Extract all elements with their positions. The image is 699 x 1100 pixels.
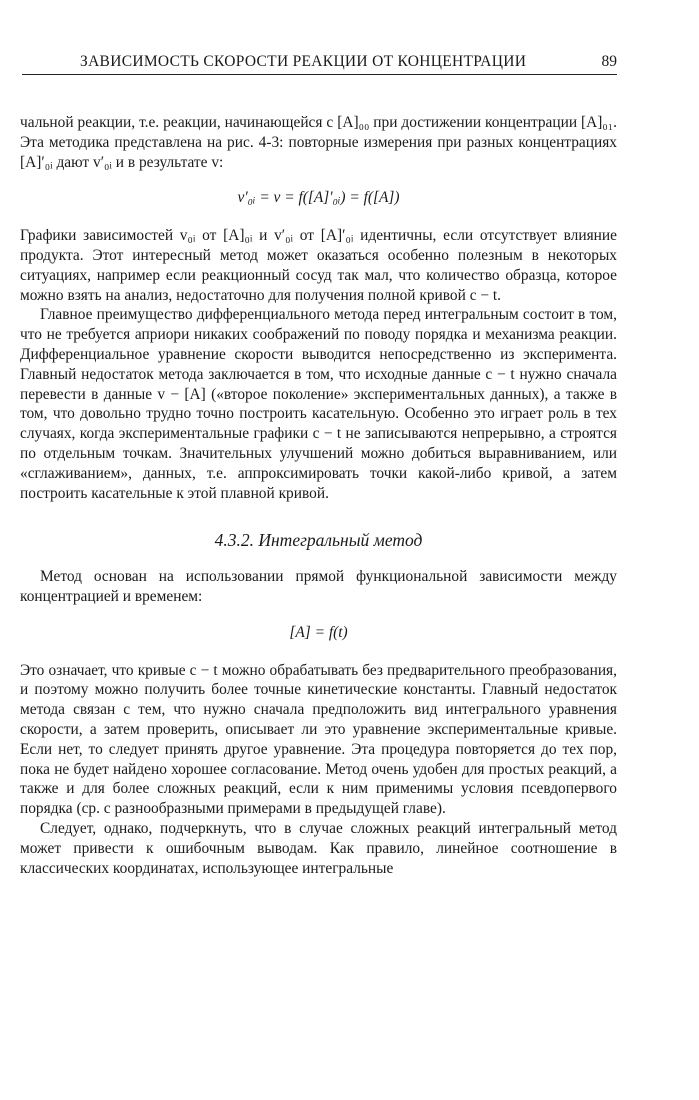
running-title: ЗАВИСИМОСТЬ СКОРОСТИ РЕАКЦИИ ОТ КОНЦЕНТРАЦИИ bbox=[80, 53, 527, 70]
paragraph: чальной реакции, т.е. реакции, начинающейся с [A]₀₀ при достижении концентрации [A]₀₁. Эта методика представлена на рис. 4-3: повторные измерения при разных концентрациях [A]′₀ᵢ дают v′₀ᵢ и в результате v: bbox=[20, 114, 617, 171]
paragraph: Главное преимущество дифференциального метода перед интегральным состоит в том, что не требуется априори никаких соображений по поводу порядка и механизма реакции. Дифференциальное уравнение скорости выводится непосредственно из эксперимента. Главный недостаток метода заключается в том, что исходные данные c − t нужно сначала перевести в данные v − [A] («второе поколение» экспериментальных данных), а также в том, что довольно трудно точно построить касательную. Особенно это играет роль в тех случаях, когда экспериментальные графики c − t не записываются непрерывно, а строятся по отдельным точкам. Значительных улучшений можно добиться выравниванием, или «сглаживанием», данных, т.е. аппроксимировать точки какой-либо кривой, а затем построить касательные к этой плавной кривой. bbox=[20, 306, 617, 502]
paragraph: Графики зависимостей v₀ᵢ от [A]₀ᵢ и v′₀ᵢ от [A]′₀ᵢ идентичны, если отсутствует влияние продукта. Этот интересный метод может оказаться особенно полезным в некоторых ситуациях, например если реакционный сосуд так мал, что количество образца, которое можно взять на анализ, недостаточно для получения полной кривой c − t. bbox=[20, 227, 617, 304]
paragraph: Следует, однако, подчеркнуть, что в случае сложных реакций интегральный метод может привести к ошибочным выводам. Как правило, линейное соотношение в классических координатах, использующее интегральные bbox=[20, 819, 617, 877]
section-heading: 4.3.2. Интегральный метод bbox=[214, 530, 423, 551]
paragraph: Метод основан на использовании прямой функциональной зависимости между концентрацией и временем: bbox=[20, 568, 617, 605]
running-header bbox=[22, 52, 617, 75]
formula: v′₀ᵢ = v = f([A]′₀ᵢ) = f([A]) bbox=[237, 189, 400, 207]
page-number: 89 bbox=[601, 53, 617, 70]
paragraph: Это означает, что кривые c − t можно обрабатывать без предварительного преобразования, и поэтому можно получить более точные кинетические константы. Главный недостаток метода связан с тем, что нужно сначала предположить вид интегрального уравнения скорости, а затем проверить, описывает ли это уравнение экспериментальные кривые. Если нет, то следует принять другое уравнение. Эта процедура повторяется до тех пор, пока не будет найдено хорошее согласование. Метод очень удобен для простых реакций, а также и для более сложных реакций, если к ним применимы условия псевдопервого порядка (ср. с разнообразными примерами в предыдущей главе). bbox=[20, 661, 617, 818]
formula: [A] = f(t) bbox=[289, 623, 348, 641]
page-body bbox=[20, 113, 617, 878]
